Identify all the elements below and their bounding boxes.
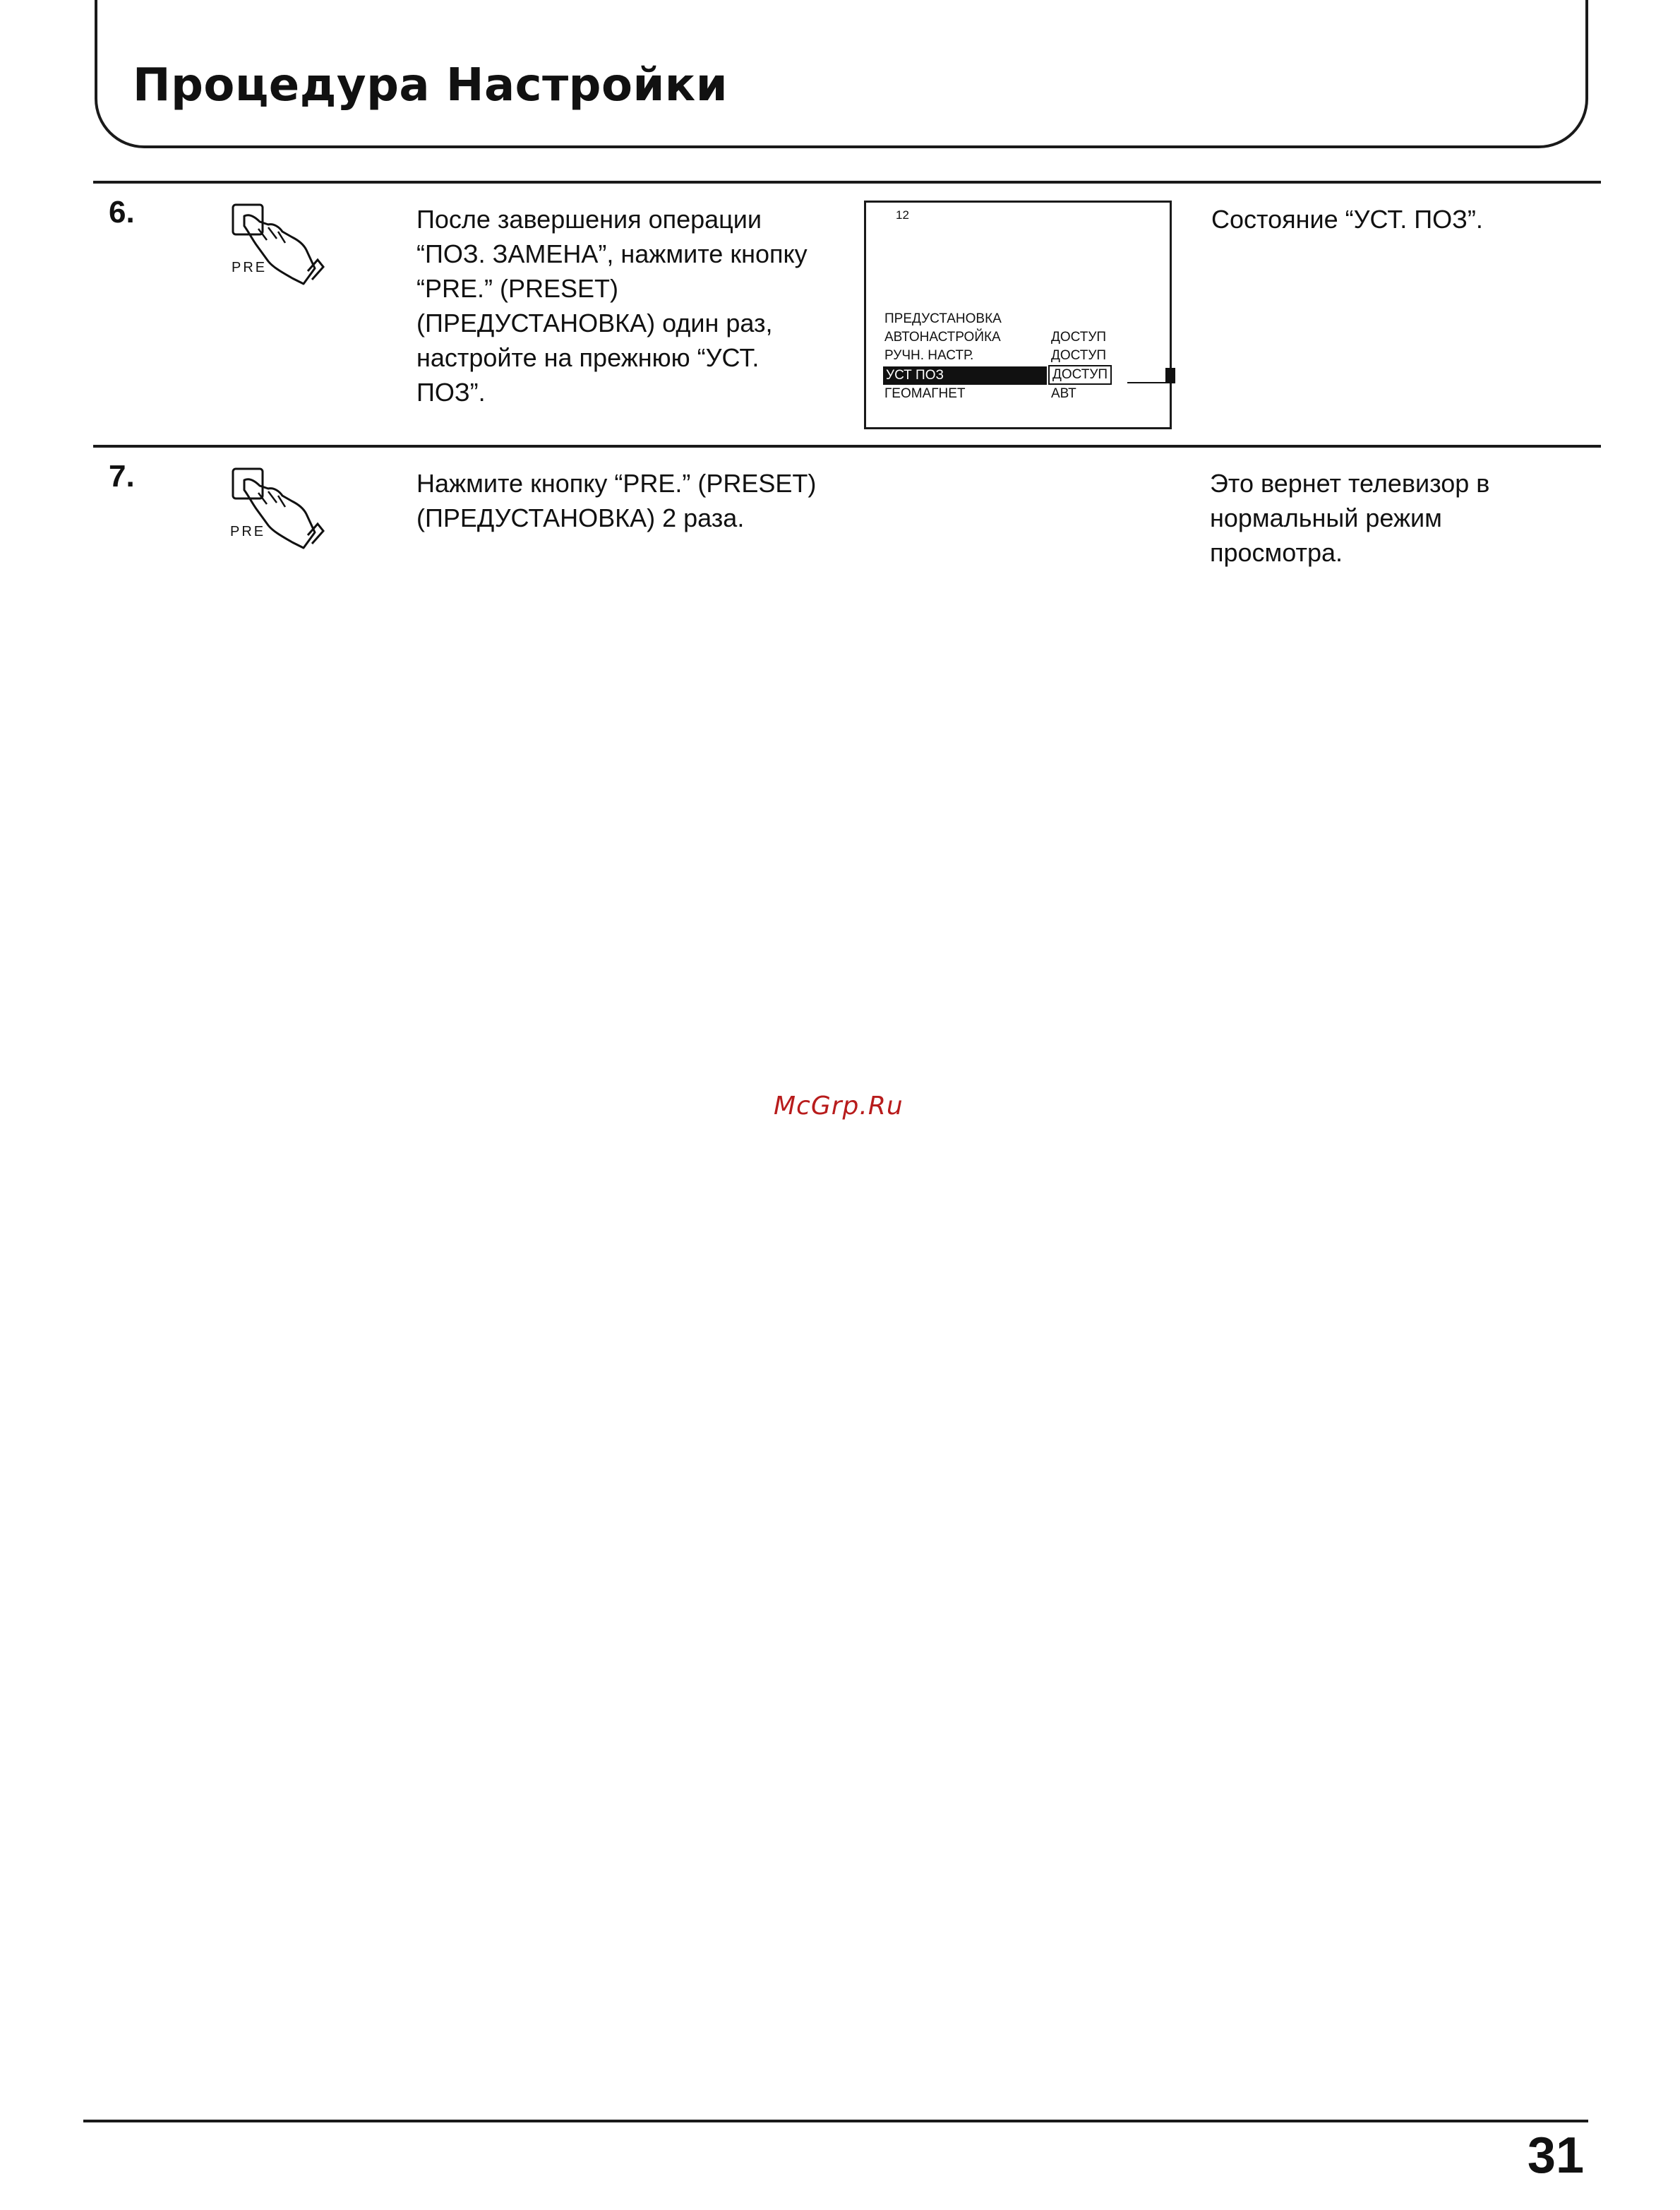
step-7-instruction: Нажмите кнопку “PRE.” (PRESET) (ПРЕДУСТАНОВКА) 2 раза. (416, 469, 817, 532)
step-7-result: Это вернет телевизор в нормальный режим просмотра. (1210, 469, 1490, 567)
pre-button-press-icon (224, 201, 337, 292)
menu-item-label: УСТ ПОЗ (883, 366, 1047, 385)
rule-bottom (83, 2120, 1588, 2122)
hand-pressing-button-icon (224, 465, 337, 556)
cursor-block (1165, 368, 1175, 383)
menu-item-value: ДОСТУП (1048, 365, 1112, 385)
menu-item-label: АВТОНАСТРОЙКА (884, 330, 1001, 345)
menu-item-value: АВТ (1051, 386, 1076, 401)
pre-button-label: PRE (230, 524, 266, 539)
pre-button-label: PRE (232, 260, 268, 275)
menu-item-label: ГЕОМАГНЕТ (884, 386, 966, 401)
cursor-underline (1127, 382, 1165, 383)
menu-title (884, 310, 1168, 328)
menu-item-selected (884, 366, 1168, 385)
menu-item (884, 347, 1168, 365)
channel-number: 12 (896, 208, 909, 222)
page-title: Процедура Настройки (133, 59, 728, 112)
pre-button-press-icon (224, 465, 337, 556)
step-6-number: 6. (109, 195, 135, 229)
page-number: 31 (1527, 2127, 1584, 2184)
menu-item (884, 328, 1168, 347)
menu-item (884, 385, 1168, 403)
menu-item-value: ДОСТУП (1051, 330, 1107, 345)
step-6-instruction: После завершения операции “ПОЗ. ЗАМЕНА”, нажмите кнопку “PRE.” (PRESET) (ПРЕДУСТАНОВКА) один раз, настройте на прежнюю “УСТ. ПОЗ”. (416, 205, 808, 407)
rule-top (93, 181, 1601, 184)
step-6-result: Состояние “УСТ. ПОЗ”. (1211, 205, 1483, 234)
watermark: McGrp.Ru (774, 1092, 904, 1121)
menu-title-label: ПРЕДУСТАНОВКА (884, 311, 1002, 326)
hand-pressing-button-icon (224, 201, 337, 292)
menu-item-value: ДОСТУП (1051, 348, 1107, 363)
step-7-number: 7. (109, 459, 135, 494)
menu-item-label: РУЧН. НАСТР. (884, 348, 974, 363)
rule-middle (93, 445, 1601, 448)
tv-screen-preset-menu (864, 201, 1172, 429)
